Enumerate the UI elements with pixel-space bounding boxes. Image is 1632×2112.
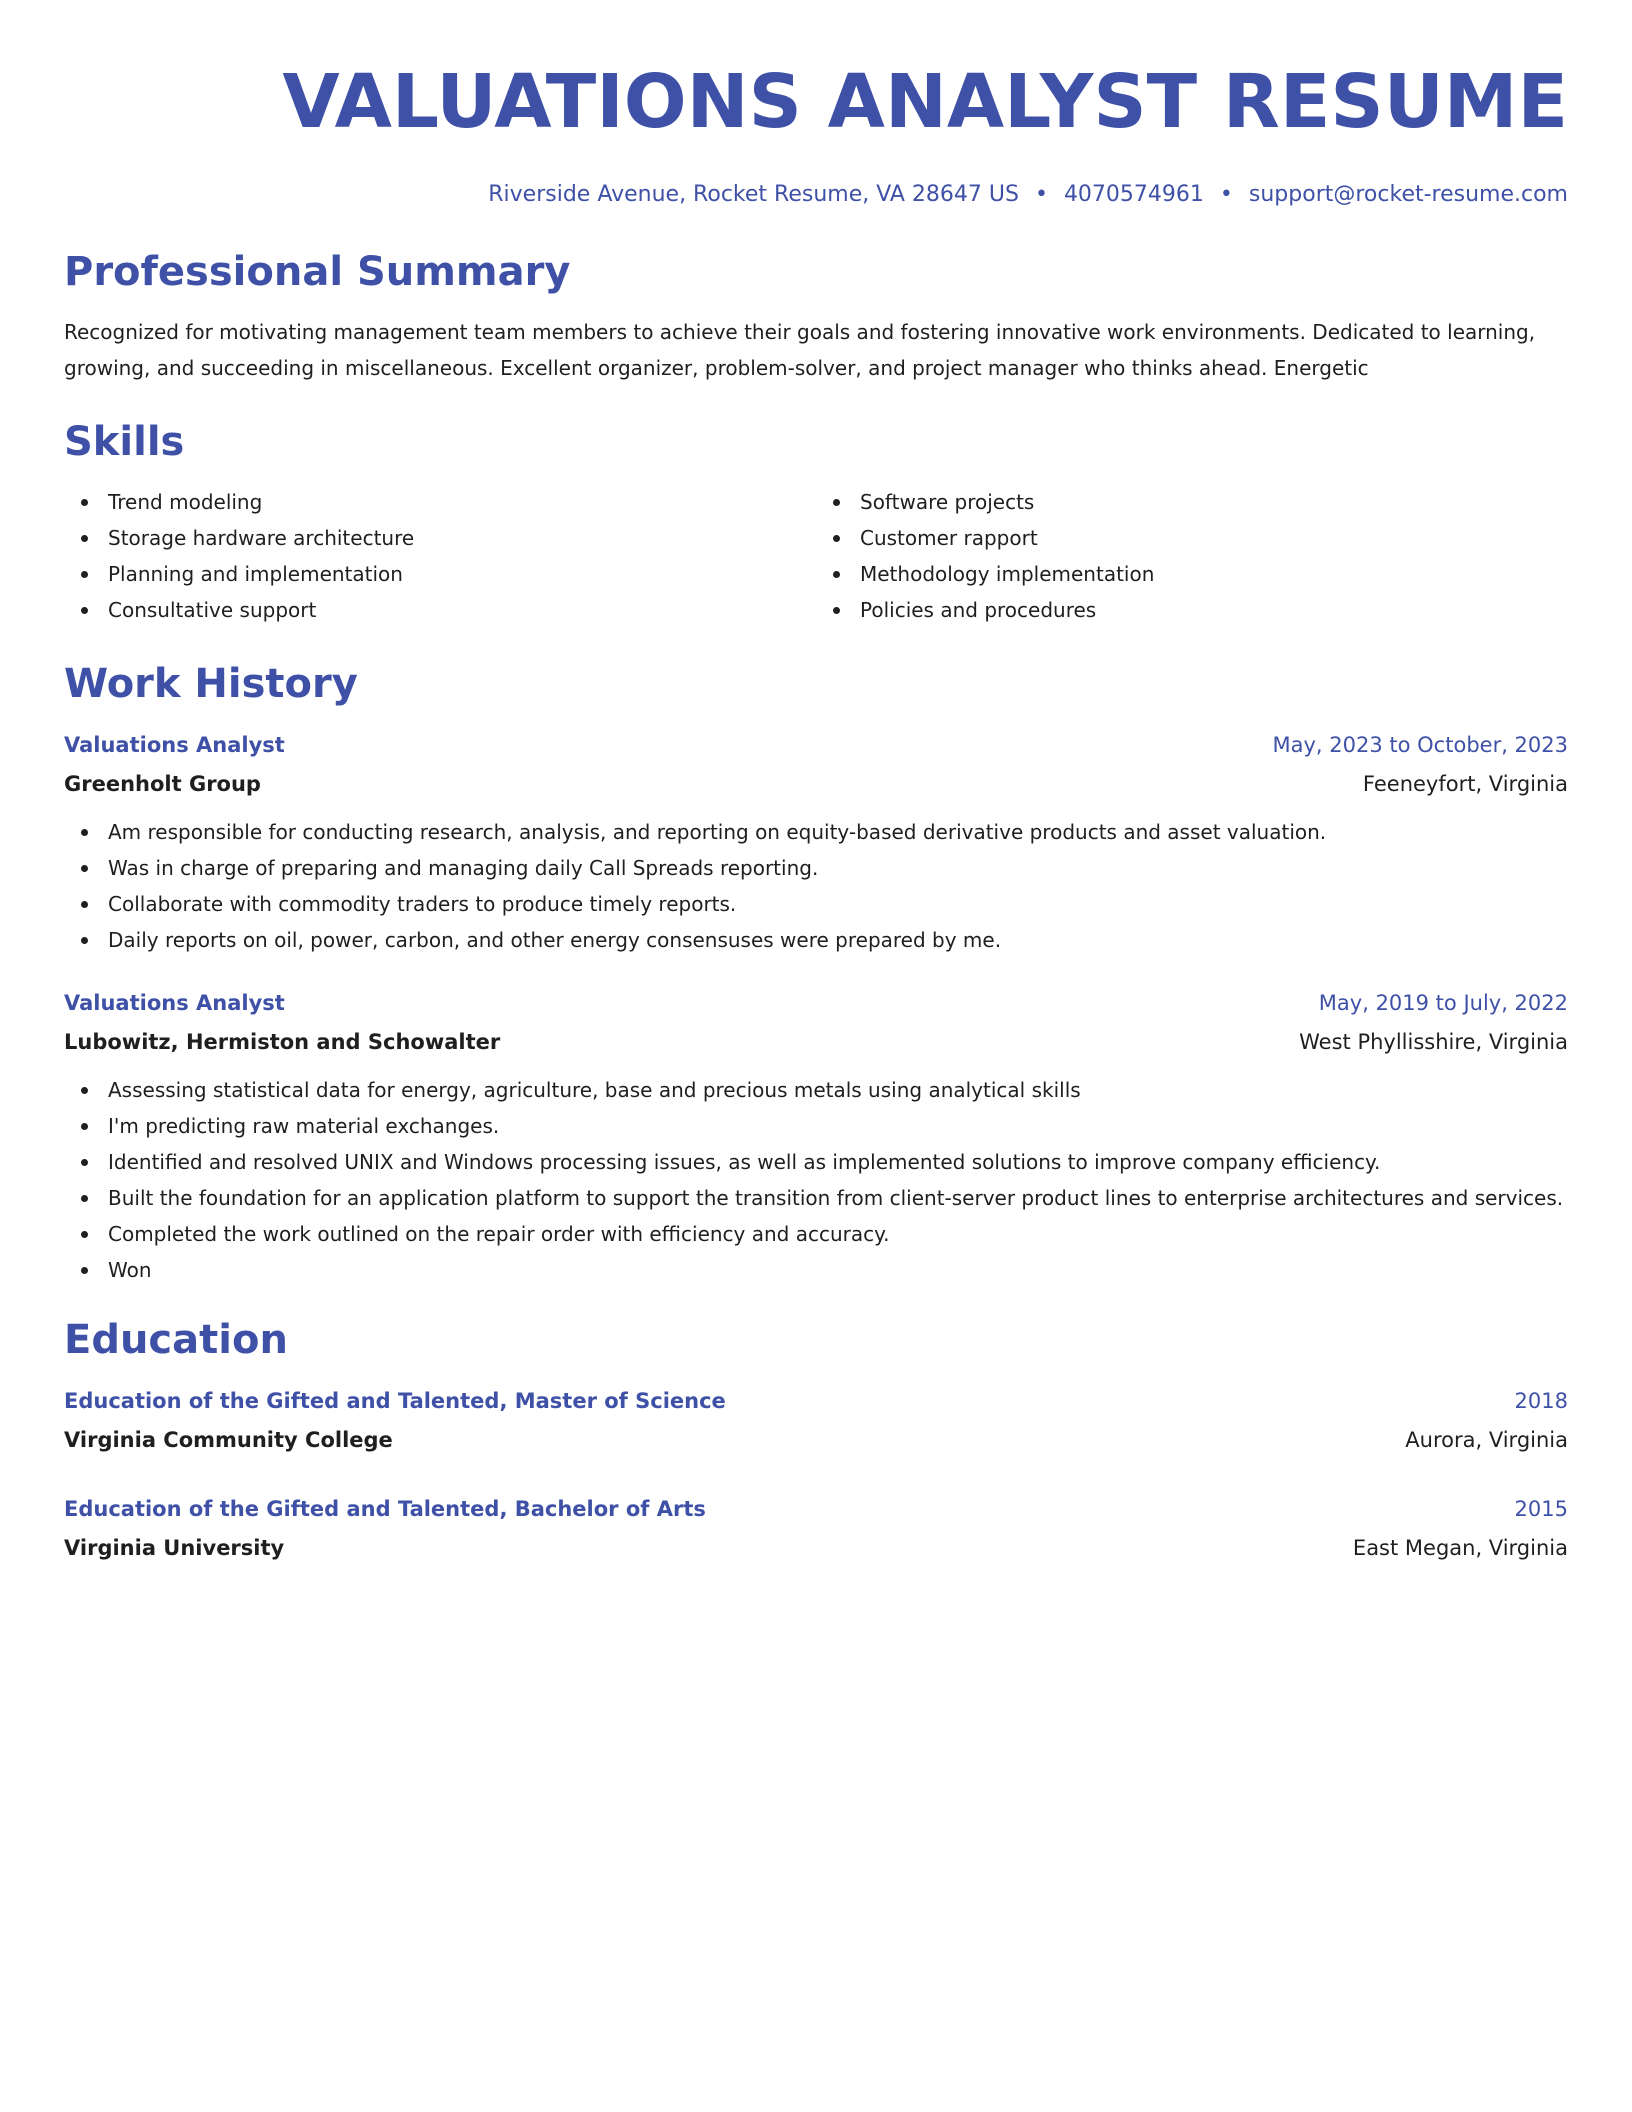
work-history-section	[64, 658, 1568, 1288]
education-entry	[64, 1490, 1568, 1568]
contact-phone: 4070574961	[1063, 182, 1204, 207]
job-role: Valuations Analyst	[64, 991, 285, 1015]
job-bullets	[64, 814, 1568, 958]
job-employer: Greenholt Group	[64, 772, 261, 796]
job-dates: May, 2019 to July, 2022	[1318, 991, 1568, 1015]
education-school-row	[64, 1420, 1568, 1460]
skill-item: Planning and implementation	[64, 556, 816, 592]
skill-item: Methodology implementation	[816, 556, 1568, 592]
section-heading-summary: Professional Summary	[64, 249, 571, 295]
job-entry	[64, 984, 1568, 1288]
job-location: West Phyllisshire, Virginia	[1299, 1030, 1568, 1054]
skills-column-left	[64, 484, 816, 628]
education-degree: Education of the Gifted and Talented, Master of Science	[64, 1389, 726, 1413]
education-section	[64, 1314, 1568, 1568]
job-title-row	[64, 984, 1568, 1022]
job-dates: May, 2023 to October, 2023	[1272, 733, 1568, 757]
job-role: Valuations Analyst	[64, 733, 285, 757]
skill-item: Trend modeling	[64, 484, 816, 520]
job-bullet: I'm predicting raw material exchanges.	[64, 1108, 1568, 1144]
job-bullet: Collaborate with commodity traders to produce timely reports.	[64, 886, 1568, 922]
education-year: 2015	[1514, 1497, 1568, 1521]
education-school-row	[64, 1528, 1568, 1568]
job-location: Feeneyfort, Virginia	[1362, 772, 1568, 796]
section-heading-education: Education	[64, 1317, 288, 1363]
section-heading-skills: Skills	[64, 419, 185, 465]
skill-item: Software projects	[816, 484, 1568, 520]
education-degree-row	[64, 1490, 1568, 1528]
contact-separator: •	[1219, 182, 1233, 207]
job-bullet: Assessing statistical data for energy, agriculture, base and precious metals using analytical skills	[64, 1072, 1568, 1108]
job-bullet: Was in charge of preparing and managing daily Call Spreads reporting.	[64, 850, 1568, 886]
skills-section	[64, 416, 1568, 628]
contact-email: support@rocket-resume.com	[1248, 182, 1568, 207]
job-bullets	[64, 1072, 1568, 1288]
job-bullet: Am responsible for conducting research, analysis, and reporting on equity-based derivative products and asset valuation.	[64, 814, 1568, 850]
education-location: East Megan, Virginia	[1352, 1536, 1568, 1560]
skills-grid	[64, 484, 1568, 628]
education-year: 2018	[1514, 1389, 1568, 1413]
contact-separator: •	[1034, 182, 1048, 207]
skill-item: Storage hardware architecture	[64, 520, 816, 556]
skill-item: Policies and procedures	[816, 592, 1568, 628]
skills-column-right	[816, 484, 1568, 628]
education-school: Virginia University	[64, 1536, 285, 1560]
contact-line	[64, 180, 1568, 210]
job-bullet: Daily reports on oil, power, carbon, and other energy consensuses were prepared by me.	[64, 922, 1568, 958]
education-school: Virginia Community College	[64, 1428, 393, 1452]
job-employer: Lubowitz, Hermiston and Schowalter	[64, 1030, 501, 1054]
skill-item: Consultative support	[64, 592, 816, 628]
resume-header	[64, 0, 1568, 210]
resume-title: VALUATIONS ANALYST RESUME	[282, 59, 1568, 145]
job-title-row	[64, 726, 1568, 764]
job-bullet: Won	[64, 1252, 1568, 1288]
education-degree: Education of the Gifted and Talented, Bachelor of Arts	[64, 1497, 706, 1521]
education-location: Aurora, Virginia	[1405, 1428, 1568, 1452]
professional-summary-section	[64, 246, 1568, 386]
job-bullet: Identified and resolved UNIX and Windows processing issues, as well as implemented solutions to improve company efficiency.	[64, 1144, 1568, 1180]
job-employer-row	[64, 764, 1568, 804]
education-entry	[64, 1382, 1568, 1460]
contact-address: Riverside Avenue, Rocket Resume, VA 28647 US	[488, 182, 1019, 207]
job-bullet: Built the foundation for an application platform to support the transition from client-server product lines to enterprise architectures and services.	[64, 1180, 1568, 1216]
job-entry	[64, 726, 1568, 958]
summary-text: Recognized for motivating management team members to achieve their goals and fostering innovative work environments. Dedicated to learning, growing, and succeeding in miscellaneous. Excellent organizer, problem-solver, and project manager who thinks ahead. Energetic	[64, 320, 1536, 380]
skill-item: Customer rapport	[816, 520, 1568, 556]
section-heading-work-history: Work History	[64, 661, 358, 707]
education-degree-row	[64, 1382, 1568, 1420]
job-bullet: Completed the work outlined on the repair order with efficiency and accuracy.	[64, 1216, 1568, 1252]
job-employer-row	[64, 1022, 1568, 1062]
